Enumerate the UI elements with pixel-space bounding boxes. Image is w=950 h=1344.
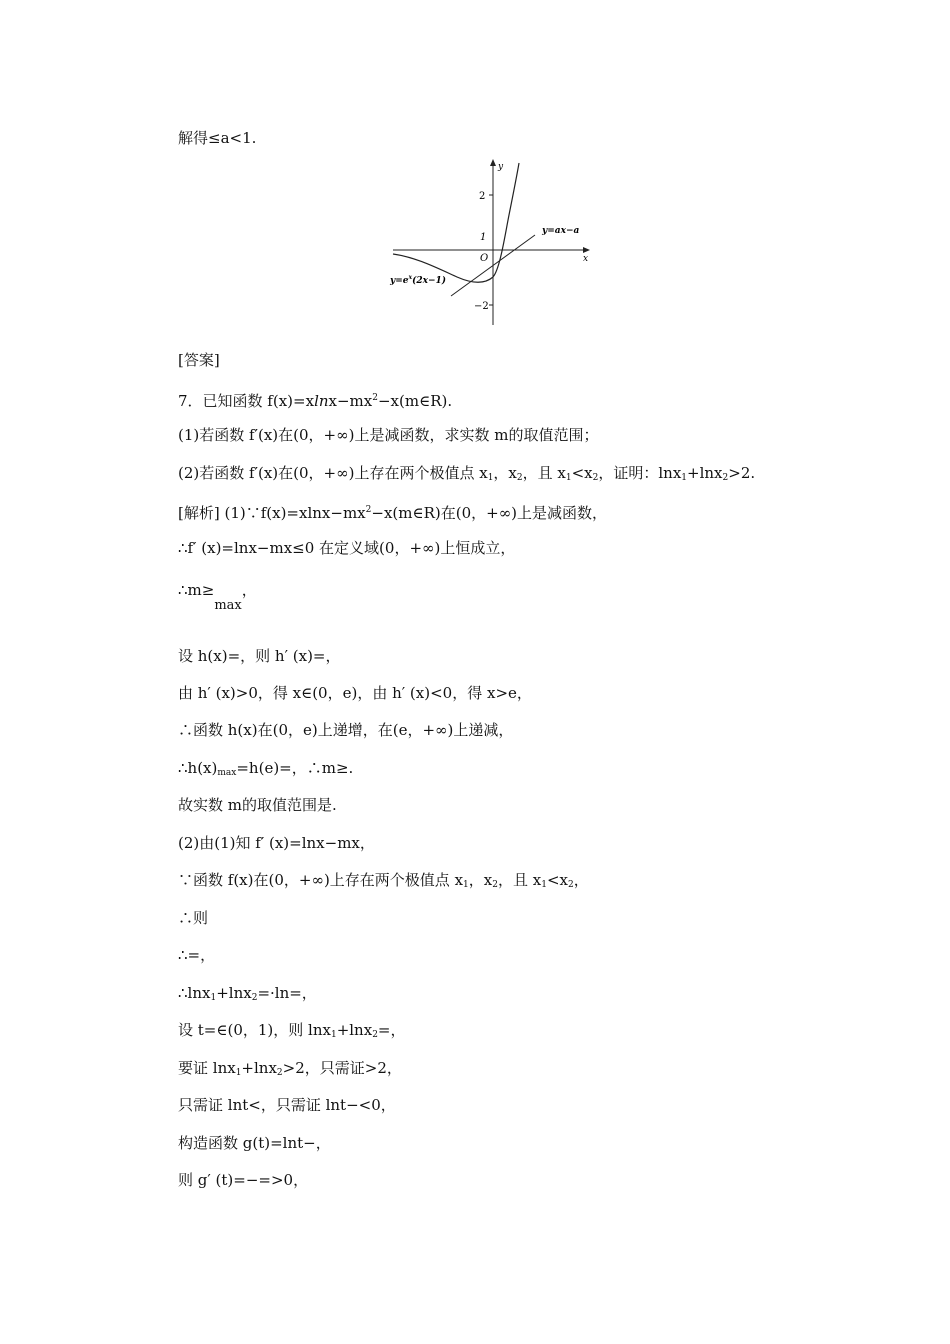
sol13-c: =·ln=，: [257, 984, 317, 1002]
y-axis-arrow: [490, 159, 496, 166]
solution-line-7: [178, 758, 353, 783]
sol10-d: <x: [546, 871, 568, 889]
q7-2-e: ，证明：lnx: [598, 464, 682, 482]
solution-line-6: ∴函数 h(x)在(0，e)上递增，在(e，+∞)上递减，: [178, 721, 514, 739]
line-label: y=ax−a: [542, 226, 580, 236]
sol7-b: =h(e)=，∴m≥.: [236, 759, 354, 777]
sol7-a: ∴h(x): [178, 759, 218, 777]
sol14-s1: 1: [330, 1030, 337, 1040]
curve-label: [389, 274, 446, 286]
tick-2-label: 2: [479, 191, 486, 202]
solve-result-line: 解得≤a<1.: [178, 129, 257, 147]
solution-line-2: ∴f′ (x)=lnx−mx≤0 在定义域(0，+∞)上恒成立，: [178, 539, 516, 557]
sol10-s4: 2: [567, 880, 574, 890]
x-axis-label: x: [583, 254, 589, 264]
sol10-s3: 1: [541, 880, 547, 890]
sol10-e: ，: [573, 871, 589, 889]
y-axis-label: y: [498, 162, 504, 172]
solution-line-18: 则 g′ (t)=−=>0，: [178, 1171, 309, 1189]
sol1-sup: 2: [365, 505, 372, 515]
q7-2-s2: 2: [516, 473, 523, 483]
sol13-s1: 1: [210, 993, 217, 1003]
sol14-b: +lnx: [336, 1021, 373, 1039]
sol10-s2: 2: [492, 880, 498, 890]
solution-line-3: [178, 580, 257, 613]
origin-label: O: [480, 253, 489, 264]
q7-2-c: ，且 x: [522, 464, 566, 482]
curve-label-base: y=e: [390, 276, 409, 286]
sol13-a: ∴lnx: [178, 984, 211, 1002]
solution-line-4: 设 h(x)=，则 h′ (x)=，: [178, 647, 341, 665]
solution-line-17: 构造函数 g(t)=lnt−，: [178, 1134, 331, 1152]
sol15-a: 要证 lnx: [178, 1059, 236, 1077]
sol10-s1: 1: [463, 880, 469, 890]
solution-line-1: [178, 500, 607, 523]
sol10-a: ∵函数 f(x)在(0，+∞)上存在两个极值点 x: [178, 871, 464, 889]
q7-mid: x−mx: [328, 392, 373, 410]
q7-2-d: <x: [571, 464, 593, 482]
q7-2-s4: 2: [592, 473, 599, 483]
sol3-a: ∴m≥: [178, 581, 215, 599]
q7-2-s5: 1: [681, 473, 688, 483]
question-7: [178, 388, 452, 411]
solution-line-10: [178, 870, 589, 895]
q7-sup: 2: [372, 393, 378, 403]
question-7-part-2: [178, 463, 755, 488]
question-7-part-1: (1)若函数 f′(x)在(0，+∞)上是减函数，求实数 m的取值范围；: [178, 426, 599, 444]
solution-line-8: 故实数 m的取值范围是.: [178, 796, 337, 814]
function-graph-figure: [385, 155, 595, 330]
sol1-a: [解析] (1)∵f(x)=xlnx−mx: [178, 504, 366, 522]
solution-line-14: [178, 1020, 406, 1045]
sol7-sub: max: [217, 768, 237, 778]
sol14-s2: 2: [372, 1030, 378, 1040]
sol3-b: ，: [241, 581, 257, 599]
sol15-s2: 2: [276, 1068, 283, 1078]
sol10-b: ，x: [468, 871, 493, 889]
solution-line-12: ∴=，: [178, 946, 216, 964]
sol14-c: =，: [377, 1021, 406, 1039]
curve-label-exp: x: [408, 274, 413, 281]
sol13-b: +lnx: [216, 984, 252, 1002]
answer-tag: [答案]: [178, 351, 220, 369]
exp-curve: [393, 163, 519, 282]
solution-line-13: [178, 983, 317, 1008]
q7-2-s1: 1: [487, 473, 494, 483]
solution-line-5: 由 h′ (x)>0，得 x∈(0，e)，由 h′ (x)<0，得 x>e，: [178, 684, 532, 702]
solution-line-9: (2)由(1)知 f′ (x)=lnx−mx，: [178, 834, 375, 852]
q7-2-s6: 2: [722, 473, 729, 483]
sol3-sub: max: [214, 598, 242, 613]
sol15-s1: 1: [235, 1068, 242, 1078]
curve-label-rest: (2x−1): [412, 276, 447, 286]
tick-neg2-label: −2: [474, 301, 489, 312]
q7-2-b: ，x: [493, 464, 517, 482]
sol14-a: 设 t=∈(0，1)，则 lnx: [178, 1021, 331, 1039]
solution-line-11: ∴则: [178, 909, 209, 927]
sol15-c: >2，只需证>2，: [282, 1059, 402, 1077]
q7-ln: ln: [314, 392, 329, 410]
solution-line-16: 只需证 lnt<，只需证 lnt−<0，: [178, 1096, 396, 1114]
sol13-s2: 2: [251, 993, 258, 1003]
q7-2-g: >2.: [728, 464, 756, 482]
q7-end: −x(m∈R).: [377, 392, 453, 410]
tick-1-label: 1: [480, 232, 487, 243]
solution-line-15: [178, 1058, 402, 1083]
x-axis-arrow: [583, 247, 590, 253]
sol1-b: −x(m∈R)在(0，+∞)上是减函数，: [371, 504, 608, 522]
q7-prefix: 7．已知函数 f(x)=x: [178, 392, 315, 410]
sol10-c: ，且 x: [497, 871, 542, 889]
q7-2-a: (2)若函数 f′(x)在(0，+∞)上存在两个极值点 x: [178, 464, 488, 482]
q7-2-s3: 1: [565, 473, 572, 483]
sol15-b: +lnx: [241, 1059, 277, 1077]
q7-2-f: +lnx: [687, 464, 723, 482]
